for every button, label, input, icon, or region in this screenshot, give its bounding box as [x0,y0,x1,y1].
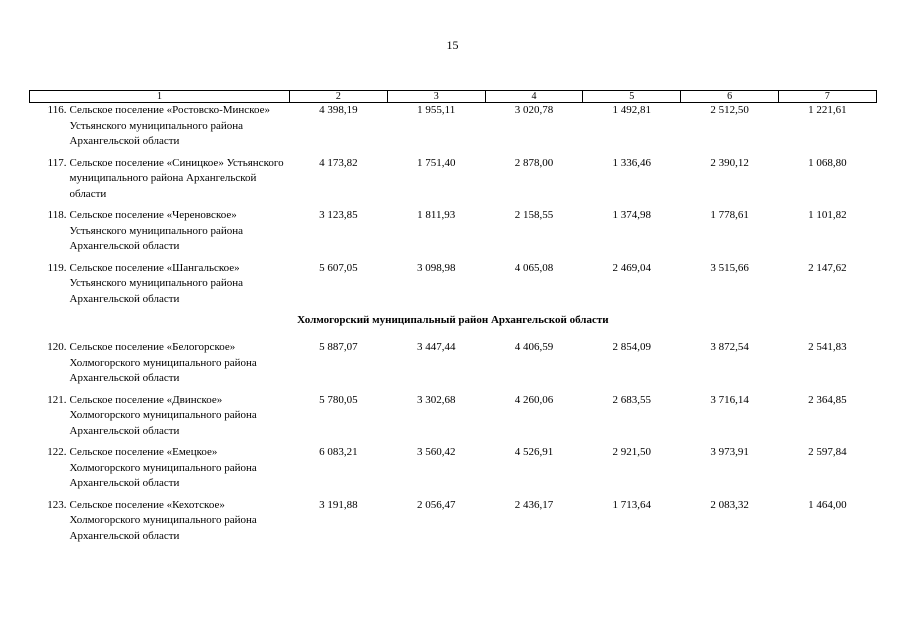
value-cell-col-5: 1 336,46 [612,156,652,169]
settlement-name: Сельское поселение «Череновское» Устьянского муниципального района Архангельской области [69,209,244,252]
value-cell-col-2: 6 083,21 [319,446,358,458]
settlement-cell [30,445,290,498]
value-cell-col-4: 4 065,08 [514,261,554,274]
table-row [30,498,877,551]
row-number: 123. [47,498,67,511]
value-cell-col-7: 2 597,84 [808,446,847,458]
value-cell-col-2: 3 191,88 [319,498,358,511]
settlement-cell [30,156,290,209]
value-cell-col-7: 1 464,00 [808,498,847,511]
value-cell-col-3: 1 751,40 [416,156,456,169]
value-cell-col-6: 3 872,54 [710,341,749,353]
value-cell-col-5: 2 683,55 [612,393,652,406]
settlement-name: Сельское поселение «Синицкое» Устьянского муниципального района Архангельской области [69,156,284,200]
value-cell-col-4: 3 020,78 [514,104,554,116]
table-body-kholmogorsky [30,340,877,550]
settlement-name: Сельское поселение «Кехотское» Холмогорского муниципального района Архангельской области [69,498,257,542]
row-number: 119. [47,261,67,274]
settlement-name: Сельское поселение «Ростовско-Минское» Устьянского муниципального района Архангельской области [69,104,270,147]
page-number: 15 [446,38,459,52]
value-cell-col-6: 1 778,61 [710,209,749,221]
value-cell-col-4: 2 436,17 [514,498,554,511]
settlement-name: Сельское поселение «Двинское» Холмогорского муниципального района Архангельской области [69,393,257,437]
value-cell-col-5: 1 492,81 [612,104,652,116]
column-header: 7 [778,91,876,103]
column-header: 1 [30,91,290,103]
value-cell-col-5: 1 374,98 [612,209,652,221]
value-cell-col-2: 5 887,07 [319,341,358,353]
value-cell-col-6: 3 716,14 [710,393,749,406]
table-row [30,208,877,261]
value-cell-col-5: 2 469,04 [612,261,652,274]
value-cell-col-6: 2 390,12 [710,156,749,169]
value-cell-col-4: 2 878,00 [514,156,554,169]
row-number: 121. [47,393,67,406]
settlement-cell [30,393,290,446]
value-cell-col-6: 3 515,66 [710,261,749,274]
table-row [30,156,877,209]
value-cell-col-3: 3 447,44 [416,341,456,353]
settlement-name: Сельское поселение «Шангальское» Устьянского муниципального района Архангельской области [69,261,244,305]
table-row [30,445,877,498]
value-cell-col-7: 1 221,61 [808,104,847,116]
settlement-cell [30,340,290,393]
value-cell-col-7: 2 541,83 [808,341,847,353]
value-cell-col-6: 2 512,50 [710,104,749,116]
value-cell-col-3: 3 560,42 [416,446,456,458]
column-header: 6 [681,91,779,103]
table-row [30,393,877,446]
value-cell-col-5: 1 713,64 [612,498,652,511]
settlement-cell [30,498,290,551]
section-heading: Холмогорский муниципальный район Архангельской области [297,314,609,326]
value-cell-col-7: 1 068,80 [808,156,847,169]
table-row [30,261,877,314]
value-cell-col-3: 2 056,47 [416,498,456,511]
settlement-name: Сельское поселение «Емецкое» Холмогорского муниципального района Архангельской области [69,446,257,489]
table-row [30,103,877,156]
column-number-row [30,91,877,103]
value-cell-col-3: 1 955,11 [417,104,456,116]
value-cell-col-5: 2 854,09 [612,341,652,353]
value-cell-col-4: 4 260,06 [514,393,554,406]
column-header: 3 [387,91,485,103]
table-row [30,340,877,393]
value-cell-col-3: 1 811,93 [417,209,456,221]
row-number: 120. [47,341,67,353]
data-table [29,90,877,550]
column-header: 2 [290,91,388,103]
column-header: 4 [485,91,583,103]
section-heading-row [30,313,877,340]
value-cell-col-5: 2 921,50 [612,446,652,458]
row-number: 117. [47,156,67,169]
value-cell-col-7: 2 147,62 [808,261,847,274]
value-cell-col-2: 4 398,19 [319,104,358,116]
value-cell-col-4: 2 158,55 [514,209,554,221]
value-cell-col-2: 4 173,82 [319,156,358,169]
settlement-cell [30,261,290,314]
table-body-ustyansky [30,103,877,314]
value-cell-col-7: 2 364,85 [808,393,847,406]
value-cell-col-3: 3 302,68 [416,393,456,406]
value-cell-col-2: 5 607,05 [319,261,358,274]
value-cell-col-4: 4 526,91 [514,446,554,458]
value-cell-col-6: 3 973,91 [710,446,749,458]
settlement-name: Сельское поселение «Белогорское» Холмогорского муниципального района Архангельской области [69,341,257,384]
row-number: 116. [47,104,67,116]
value-cell-col-2: 5 780,05 [319,393,358,406]
value-cell-col-3: 3 098,98 [416,261,456,274]
column-header: 5 [583,91,681,103]
value-cell-col-4: 4 406,59 [514,341,554,353]
value-cell-col-6: 2 083,32 [710,498,749,511]
settlement-cell [30,208,290,261]
row-number: 118. [47,209,67,221]
row-number: 122. [47,446,67,458]
value-cell-col-2: 3 123,85 [319,209,358,221]
value-cell-col-7: 1 101,82 [808,209,847,221]
settlement-cell [30,103,290,156]
